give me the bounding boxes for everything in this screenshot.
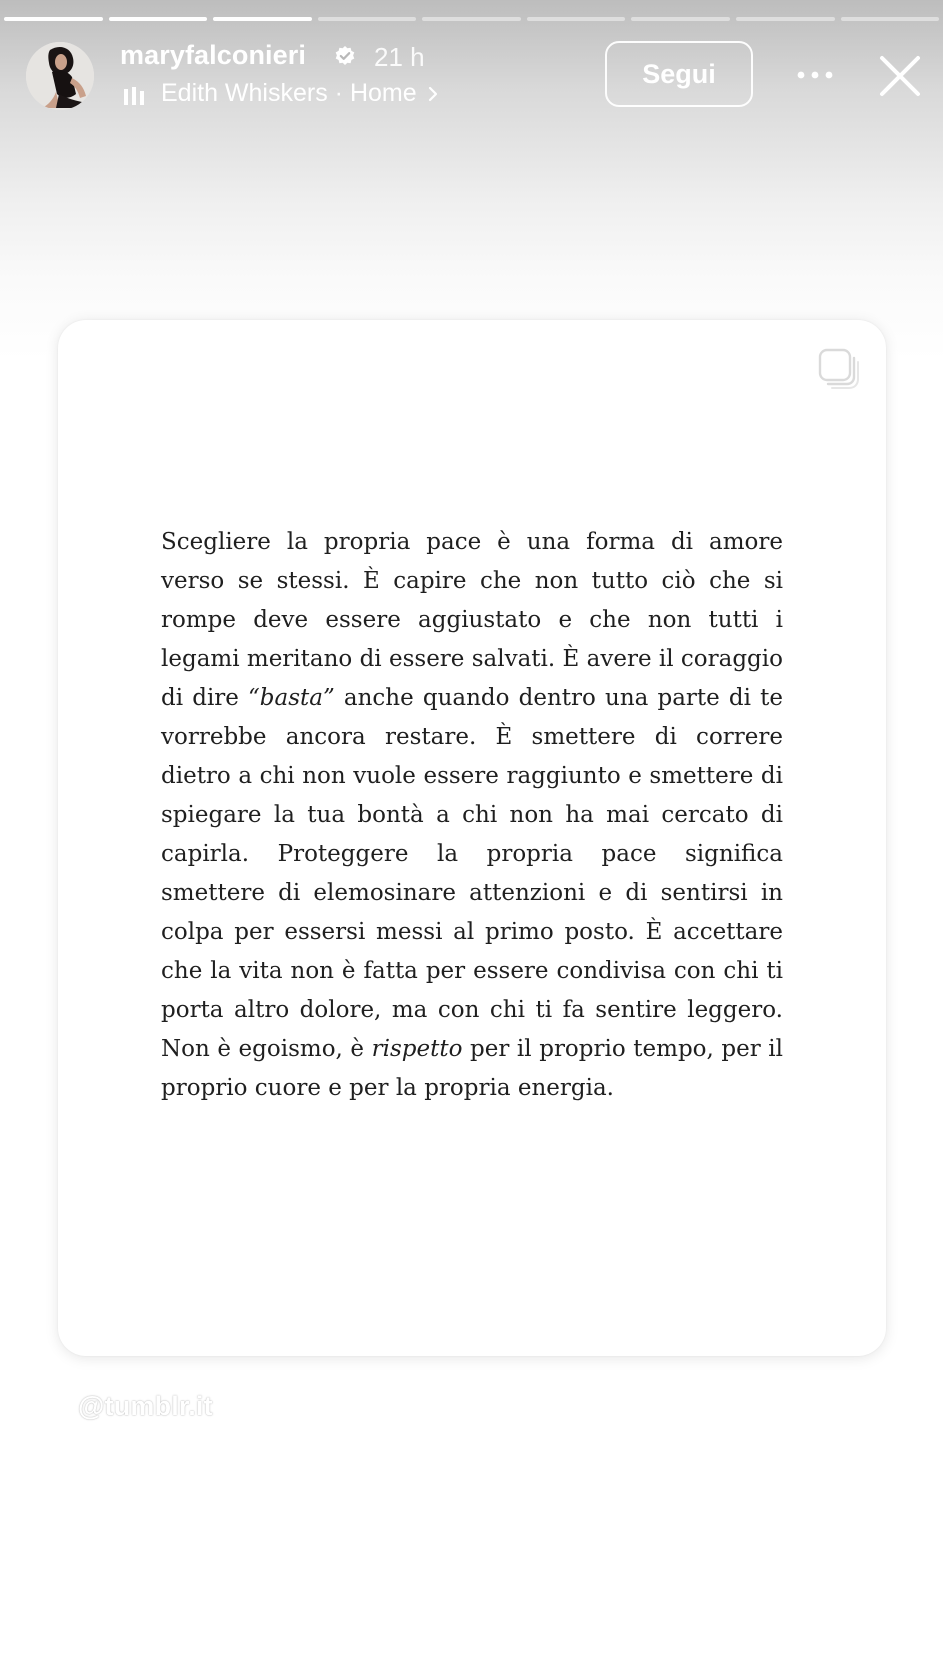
progress-segment <box>736 17 835 21</box>
source-mention-tag[interactable]: @tumblr.it <box>78 1391 213 1421</box>
quote-part-3: per il proprio tempo, per il proprio cuore e per la propria energia. <box>161 1036 784 1101</box>
quote-part-2: anche quando dentro una parte di te vorrebbe ancora restare. È smettere di correre dietro a chi non vuole essere raggiunto e smettere di spiegare la tua bontà a chi non ha mai cercato di capirla. Proteggere la propria pace significa smettere di elemosinare attenzioni e di sentirsi in colpa per essersi messi al primo posto. È accettare che la vita non è fatta per essere condivisa con chi ti porta altro dolore, ma con chi ti fa sentire leggero. Non è egoismo, è <box>161 685 783 1062</box>
music-attribution[interactable] <box>161 79 440 108</box>
progress-segment <box>527 17 626 21</box>
progress-segment <box>841 17 940 21</box>
carousel-multiple-icon <box>816 346 860 390</box>
progress-segment <box>213 17 312 21</box>
progress-segment <box>631 17 730 21</box>
music-artist: Edith Whiskers <box>161 79 328 107</box>
quote-emphasis-rispetto: rispetto <box>371 1036 463 1062</box>
avatar[interactable] <box>26 42 94 110</box>
quote-emphasis-basta: “basta” <box>248 685 335 711</box>
post-quote-text <box>161 523 783 1108</box>
quote-part-1: Scegliere la propria pace è una forma di amore verso se stessi. È capire che non tutto ciò che si rompe deve essere aggiustato e che non tutti i legami meritano di essere salvati. È avere il coraggio di dire <box>161 529 783 711</box>
progress-segment <box>318 17 417 21</box>
music-bars-icon <box>123 85 147 105</box>
progress-segment <box>109 17 208 21</box>
music-track: Home <box>349 79 417 107</box>
more-horizontal-icon <box>793 60 837 90</box>
close-button[interactable] <box>877 53 923 99</box>
verified-badge-icon <box>334 45 356 67</box>
post-time: 21 h <box>374 42 425 72</box>
more-options-button[interactable] <box>793 60 837 90</box>
music-separator: · <box>334 79 343 107</box>
follow-button[interactable]: Segui <box>605 41 753 107</box>
progress-segment <box>4 17 103 21</box>
close-icon <box>877 53 923 99</box>
progress-segment <box>422 17 521 21</box>
avatar-image <box>26 42 94 110</box>
username[interactable]: maryfalconieri <box>120 40 306 70</box>
story-progress-bar <box>4 17 939 21</box>
chevron-right-icon <box>426 84 440 104</box>
post-card[interactable] <box>58 320 886 1356</box>
